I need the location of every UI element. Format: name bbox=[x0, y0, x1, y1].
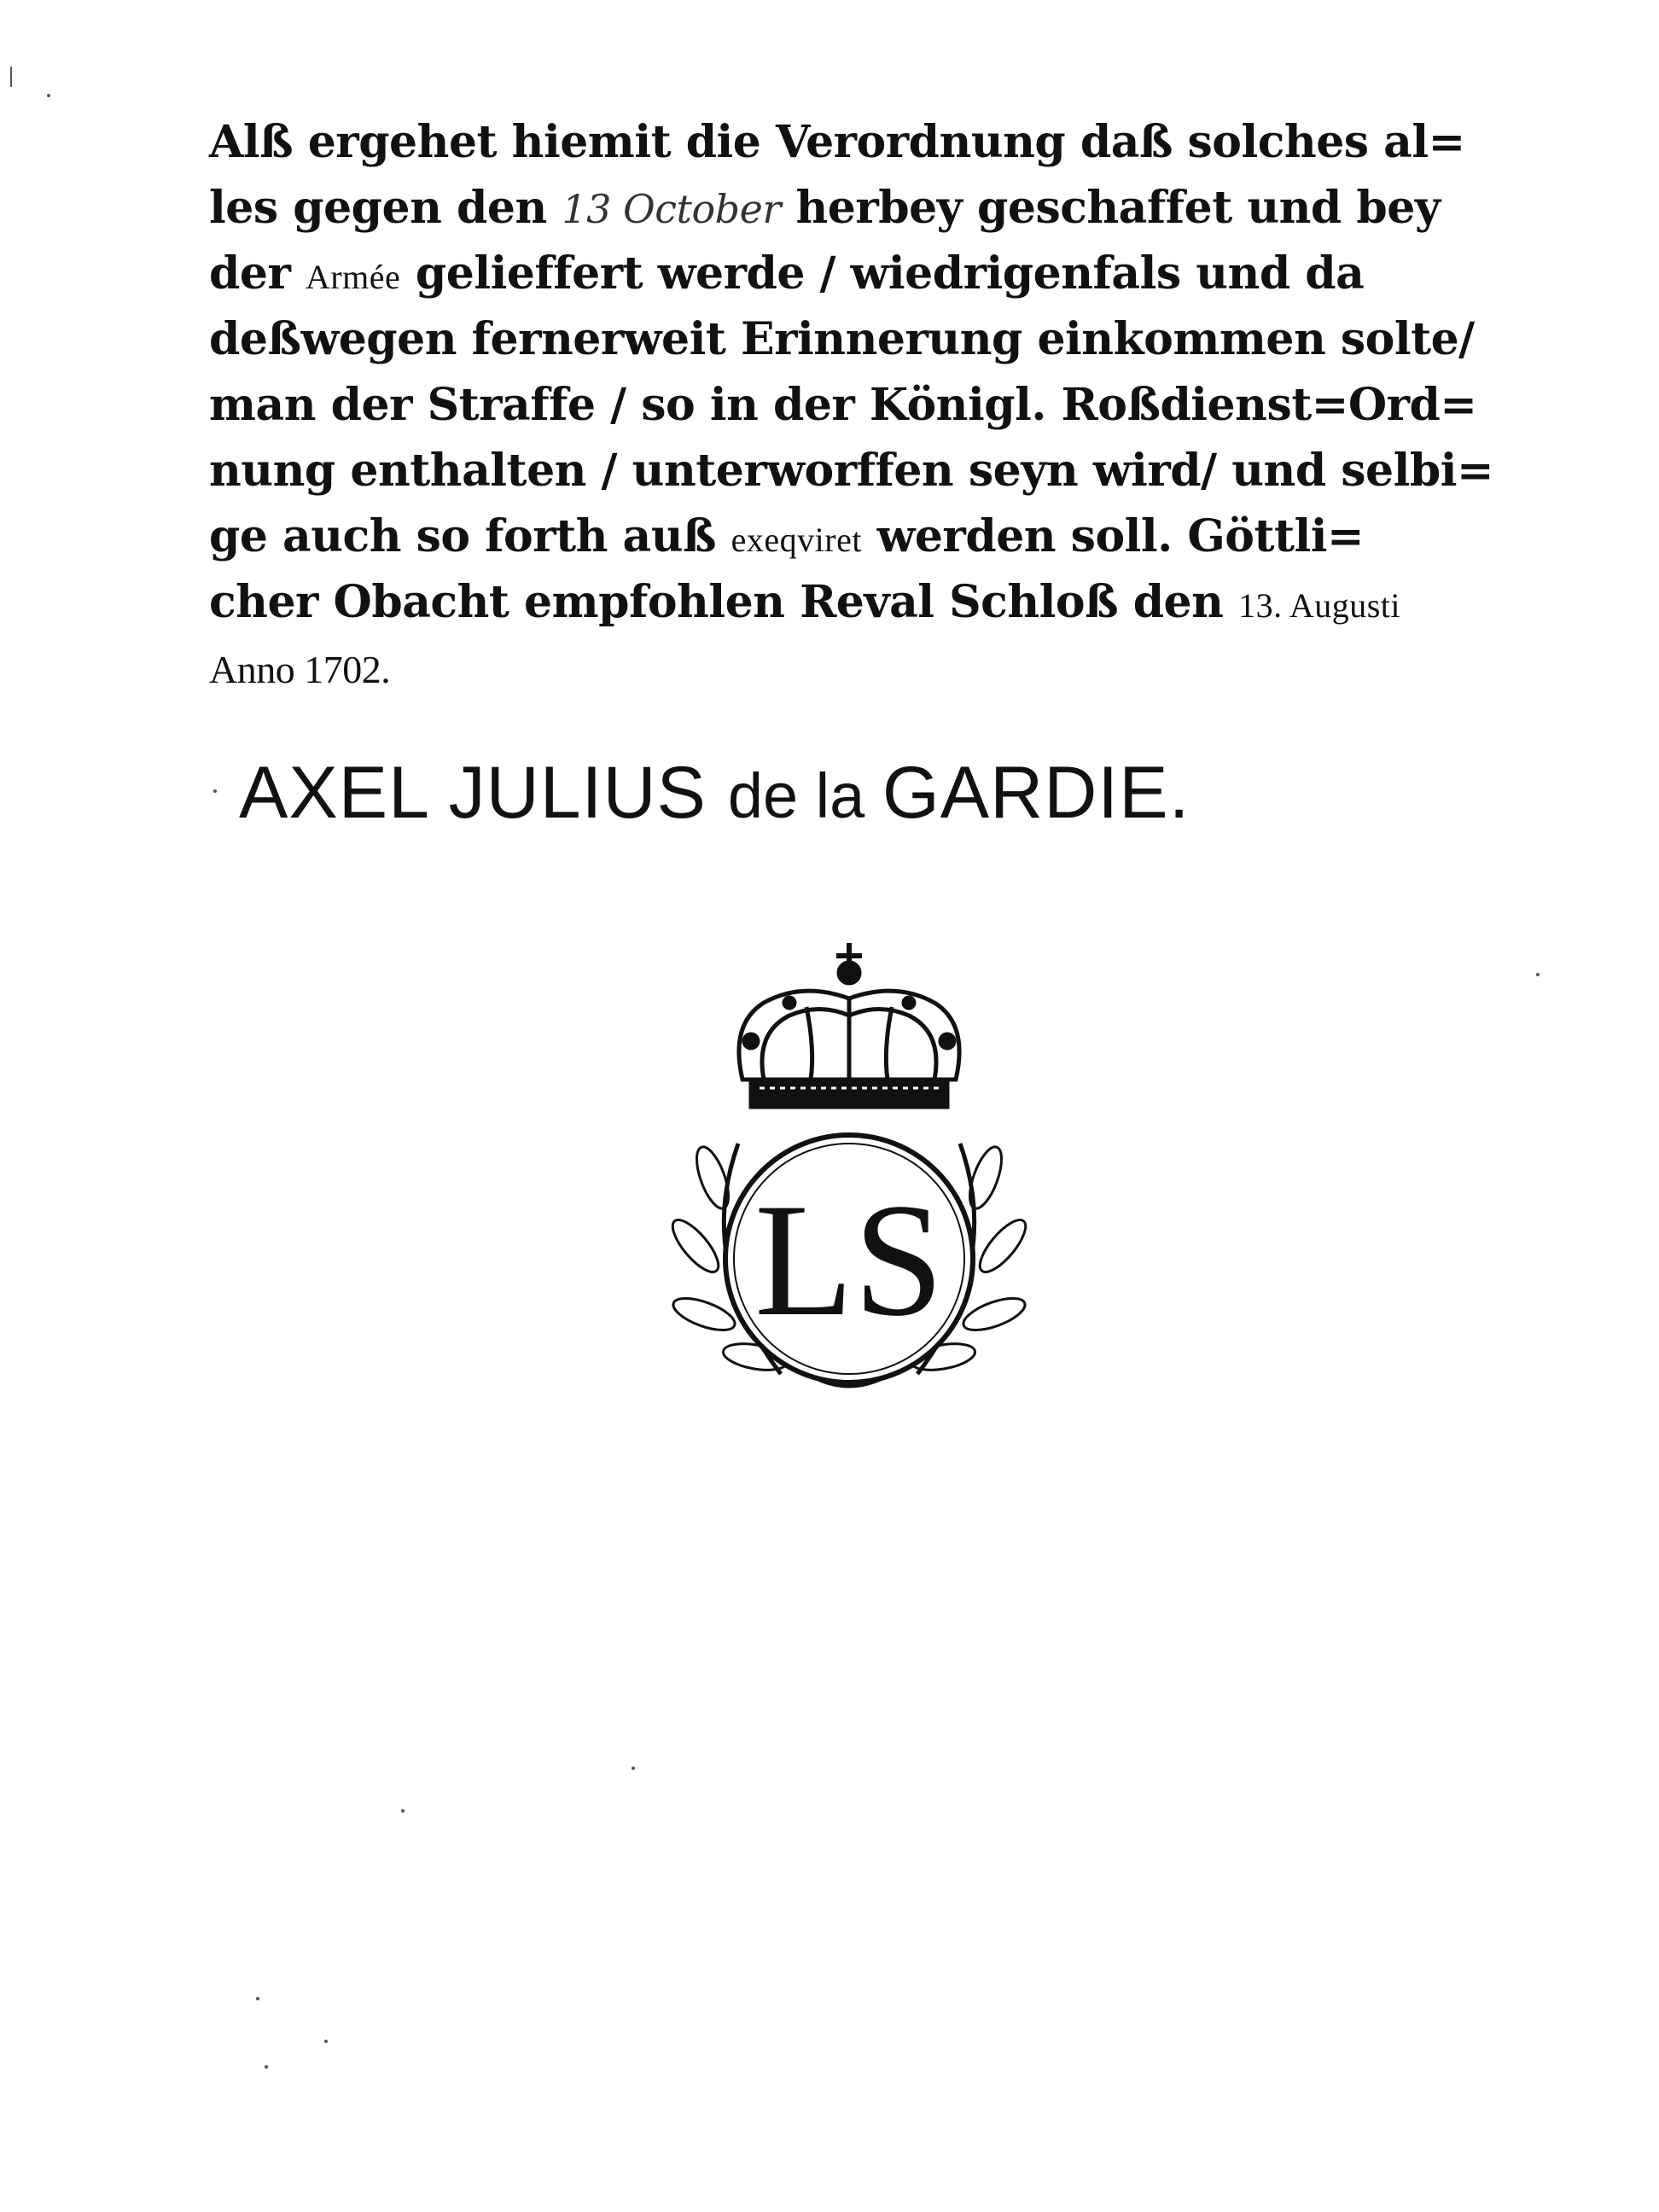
text-line bbox=[209, 569, 1515, 635]
text-line bbox=[209, 372, 1515, 438]
scan-speck bbox=[47, 94, 50, 97]
text-span: werden soll. Göttli= bbox=[861, 510, 1365, 562]
text-span: nung enthalten / unterworffen seyn wird/ und selbi= bbox=[209, 445, 1494, 497]
text-line bbox=[209, 109, 1515, 175]
scan-speck bbox=[256, 1997, 259, 2000]
text-line bbox=[209, 306, 1515, 372]
scan-speck bbox=[10, 67, 12, 87]
text-line bbox=[209, 175, 1515, 241]
scan-speck bbox=[401, 1809, 405, 1813]
text-span: Alß ergehet hiemit die Verordnung daß solches al= bbox=[209, 116, 1465, 168]
crown-icon bbox=[739, 943, 959, 1107]
ordinance-text bbox=[209, 109, 1515, 701]
signature-surname: GARDIE. bbox=[882, 752, 1190, 834]
scan-speck bbox=[324, 2040, 328, 2043]
signature-name: AXEL JULIUS bbox=[239, 752, 728, 834]
text-line bbox=[209, 438, 1515, 504]
scan-speck bbox=[1536, 973, 1540, 976]
text-span: exeqviret bbox=[731, 521, 862, 559]
text-span: ge auch so forth auß bbox=[209, 510, 731, 562]
text-span: Armée bbox=[305, 258, 401, 296]
text-span: gelieffert werde / wiedrigenfals und da bbox=[400, 247, 1365, 300]
signature bbox=[239, 751, 1190, 835]
text-line bbox=[209, 241, 1515, 306]
text-span: 13. Augusti bbox=[1238, 586, 1401, 625]
signature-particle: de la bbox=[727, 760, 882, 831]
text-span: Anno 1702. bbox=[209, 648, 391, 691]
text-line bbox=[209, 635, 1515, 701]
scan-speck bbox=[632, 1767, 635, 1770]
seal-monogram: LS bbox=[754, 1171, 944, 1350]
scan-speck bbox=[213, 789, 217, 793]
text-span: herbey geschaffet und bey bbox=[780, 182, 1441, 234]
text-line bbox=[209, 504, 1515, 569]
text-span: man der Straffe / so in der Königl. Roßdienst=Ord= bbox=[209, 379, 1477, 431]
royal-seal-emblem bbox=[661, 922, 1037, 1417]
text-span: der bbox=[209, 247, 306, 300]
text-span: deßwegen fernerweit Erinnerung einkommen solte/ bbox=[209, 313, 1475, 365]
scan-speck bbox=[265, 2065, 268, 2069]
text-span: les gegen den bbox=[209, 182, 562, 234]
text-span: 13 October bbox=[562, 186, 781, 232]
text-span: cher Obacht empfohlen Reval Schloß den bbox=[209, 576, 1239, 628]
